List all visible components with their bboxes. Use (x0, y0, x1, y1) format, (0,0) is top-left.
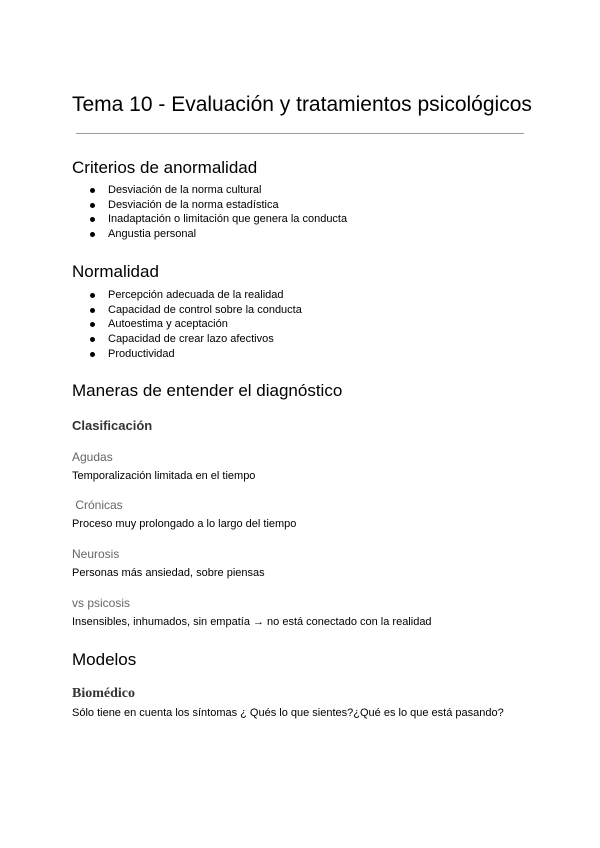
bullet-icon (90, 232, 95, 237)
bullet-icon (90, 337, 95, 342)
modelos-heading: Modelos (72, 650, 137, 669)
psicosis-desc: Insensibles, inhumados, sin empatía → no está conectado con la realidad (72, 616, 432, 628)
clasificacion-heading: Clasificación (72, 418, 153, 433)
bullet-icon (90, 203, 95, 208)
psicosis-term: vs psicosis (72, 596, 131, 610)
bullet-icon (90, 352, 95, 357)
bullet-icon (90, 217, 95, 222)
criterios-list (90, 183, 347, 242)
bullet-icon (90, 308, 95, 313)
neurosis-desc: Personas más ansiedad, sobre piensas (72, 567, 265, 579)
title-divider (76, 133, 524, 134)
criterios-heading: Criterios de anormalidad (72, 158, 258, 177)
list-item: Capacidad de control sobre la conducta (90, 303, 302, 318)
neurosis-term: Neurosis (72, 547, 120, 561)
bullet-icon (90, 322, 95, 327)
page-title: Tema 10 - Evaluación y tratamientos psicológicos (72, 93, 532, 116)
diagnostico-heading: Maneras de entender el diagnóstico (72, 381, 343, 400)
cronicas-term: Crónicas (72, 498, 123, 512)
agudas-term: Agudas (72, 450, 113, 464)
list-item: Angustia personal (90, 227, 347, 242)
list-item: Desviación de la norma cultural (90, 183, 347, 198)
cronicas-desc: Proceso muy prolongado a lo largo del tiempo (72, 518, 297, 530)
bullet-icon (90, 188, 95, 193)
biomedico-heading: Biomédico (72, 686, 135, 701)
agudas-desc: Temporalización limitada en el tiempo (72, 470, 256, 482)
normalidad-heading: Normalidad (72, 262, 159, 281)
biomedico-text: Sólo tiene en cuenta los síntomas ¿ Qués lo que sientes?¿Qué es lo que está pasando? (72, 707, 504, 719)
list-item: Percepción adecuada de la realidad (90, 288, 302, 303)
list-item: Productividad (90, 347, 302, 362)
list-item: Capacidad de crear lazo afectivos (90, 332, 302, 347)
normalidad-list (90, 288, 302, 362)
bullet-icon (90, 293, 95, 298)
list-item: Desviación de la norma estadística (90, 198, 347, 213)
list-item: Inadaptación o limitación que genera la conducta (90, 212, 347, 227)
list-item: Autoestima y aceptación (90, 317, 302, 332)
